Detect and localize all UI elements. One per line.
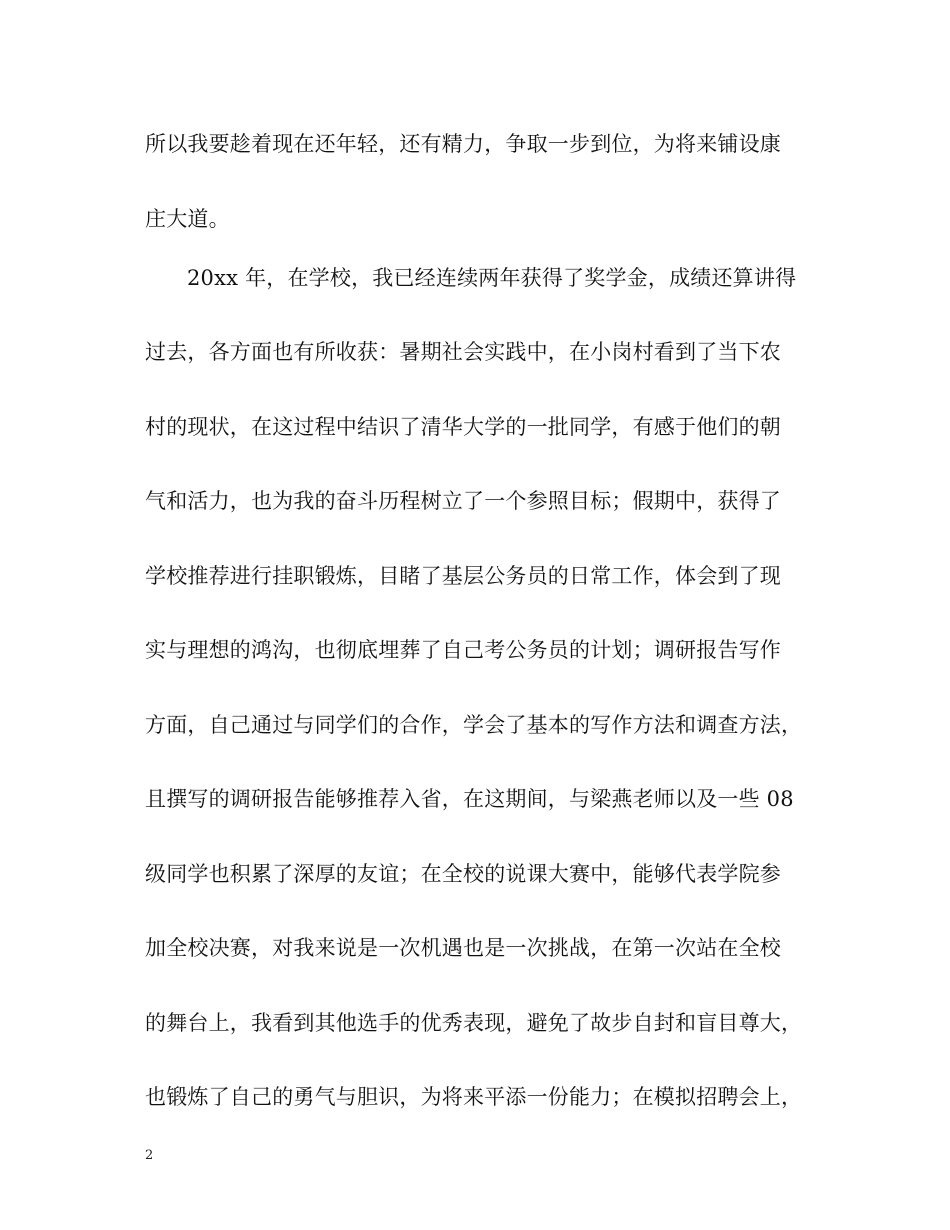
paragraph-first-line: 20xx 年，在学校，我已经连续两年获得了奖学金，成绩还算讲得 <box>187 266 797 290</box>
text-line: 所以我要趁着现在还年轻，还有精力，争取一步到位，为将来铺设康 <box>145 132 781 156</box>
text-line: 且撰写的调研报告能够推荐入省，在这期间，与梁燕老师以及一些 08 <box>145 787 794 811</box>
text-line: 方面，自己通过与同学们的合作，学会了基本的写作方法和调查方法， <box>145 713 803 737</box>
text-line: 的舞台上，我看到其他选手的优秀表现，避免了故步自封和盲目尊大， <box>145 1011 803 1035</box>
text-line: 过去，各方面也有所收获：暑期社会实践中，在小岗村看到了当下农 <box>145 340 781 364</box>
text-line: 庄大道。 <box>145 207 230 231</box>
text-line: 学校推荐进行挂职锻炼，目睹了基层公务员的日常工作，体会到了现 <box>145 564 781 588</box>
page-number: 2 <box>145 1148 154 1163</box>
text-line: 气和活力，也为我的奋斗历程树立了一个参照目标；假期中，获得了 <box>145 489 781 513</box>
text-line: 实与理想的鸿沟，也彻底埋葬了自己考公务员的计划；调研报告写作 <box>145 638 781 662</box>
text-line: 村的现状，在这过程中结识了清华大学的一批同学，有感于他们的朝 <box>145 415 781 439</box>
text-line: 级同学也积累了深厚的友谊；在全校的说课大赛中，能够代表学院参 <box>145 862 781 886</box>
text-line: 也锻炼了自己的勇气与胆识，为将来平添一份能力；在模拟招聘会上， <box>145 1085 803 1109</box>
text-line: 加全校决赛，对我来说是一次机遇也是一次挑战，在第一次站在全校 <box>145 936 781 960</box>
